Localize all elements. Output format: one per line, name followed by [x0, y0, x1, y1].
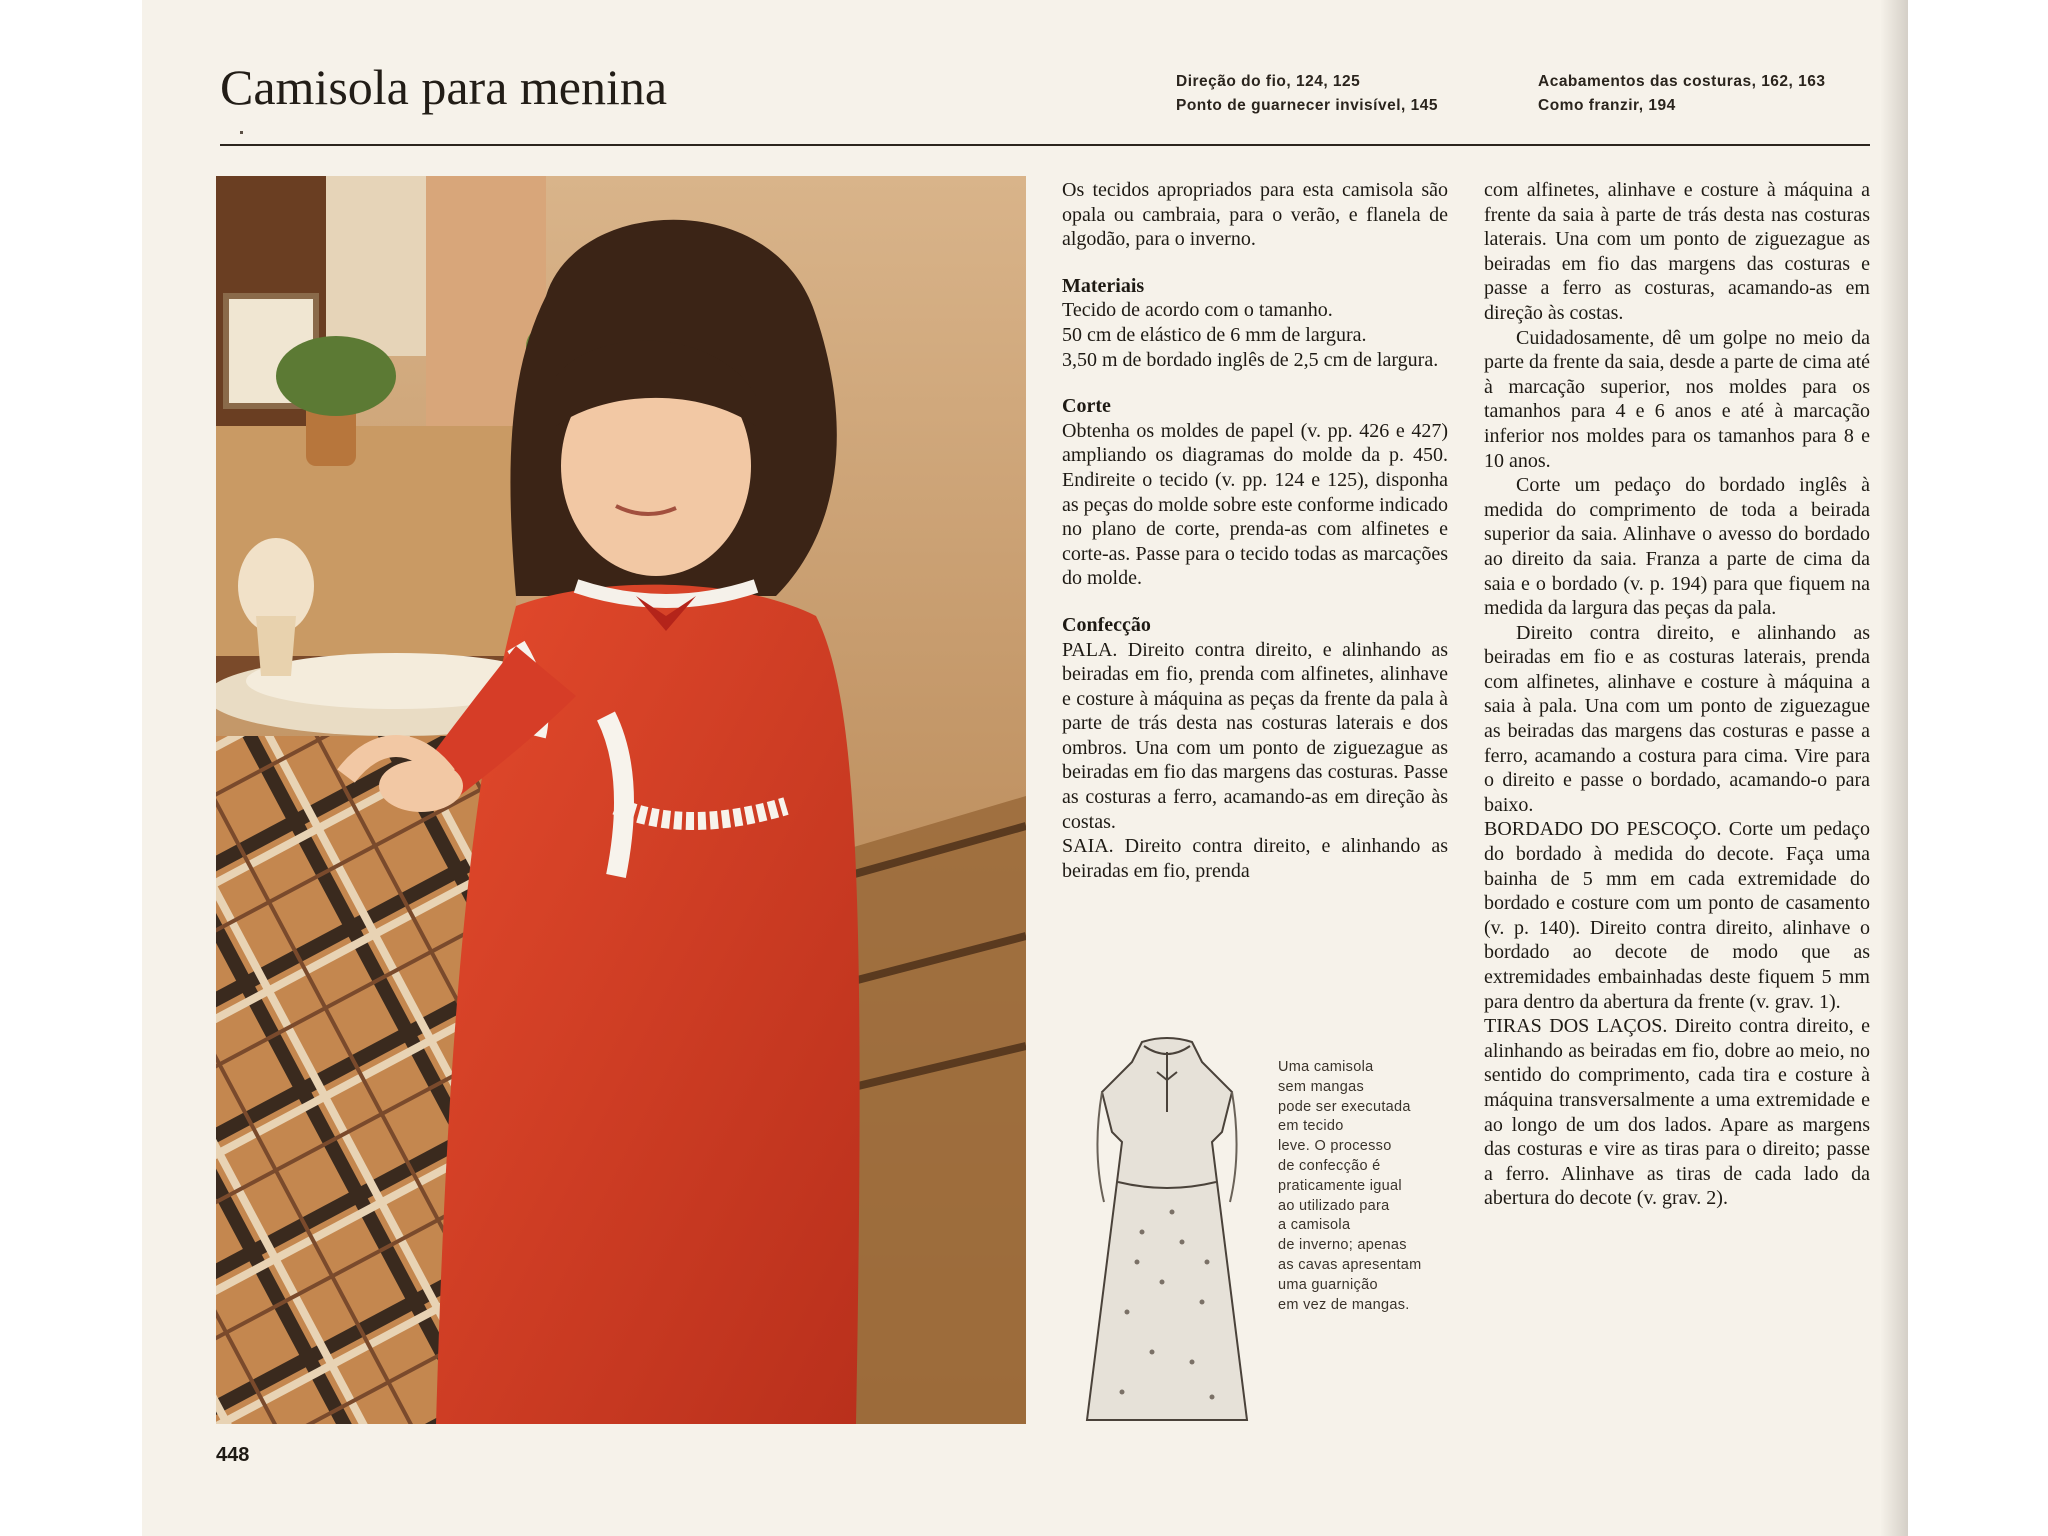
caption-line: Uma camisola	[1278, 1059, 1374, 1075]
neck-lace-paragraph: BORDADO DO PESCOÇO. Corte um pedaço do bordado à medida do decote. Faça uma bainha de 5 mm em cada extremidade do bordado e costure com um ponto de casamento (v. p. 140). Direito contra direito, alinhave o bordado ao decote de modo que as extremidades embainhadas deste fiquem 5 mm para dentro da abertura da frente (v. grav. 1).	[1484, 818, 1870, 1013]
reference-item: Ponto de guarnecer invisível, 145	[1176, 97, 1439, 114]
lace-paragraph: Corte um pedaço do bordado inglês à medida do comprimento de toda a beirada superior da saia. Alinhave o avesso do bordado ao direito da saia. Franza a parte de cima da saia e o bordado (v. p. 194) para que fiquem na medida da largura das peças da pala.	[1484, 474, 1870, 620]
materials-heading: Materiais	[1062, 274, 1145, 297]
speck	[240, 131, 243, 134]
slit-paragraph: Cuidadosamente, dê um golpe no meio da parte da frente da saia, desde a parte de cima até à marcação superior, nos moldes para os tamanhos para 4 e 6 anos e até à marcação inferior nos moldes para os tamanhos para 8 e 10 anos.	[1484, 326, 1870, 472]
caption-line: pode ser executada	[1278, 1098, 1411, 1115]
making-heading: Confecção	[1062, 613, 1151, 636]
reference-item: Acabamentos das costuras, 162, 163	[1538, 73, 1826, 90]
girl-in-red-nightgown-photo	[216, 176, 1026, 1424]
ties-paragraph: TIRAS DOS LAÇOS. Direito contra direito, e alinhando as beiradas em fio, dobre ao meio, no sentido do comprimento, cada tira e costure à máquina transversalmente a uma extremidade e ao longo de um dos lados. Apare as margens das costuras e vire as tiras para o direito; passe a ferro. Alinhave as tiras de cada lado da abertura do decote (v. grav. 2).	[1484, 1015, 1870, 1210]
materials-item: Tecido de acordo com o tamanho.	[1062, 299, 1333, 322]
cutting-paragraph: Obtenha os moldes de papel (v. pp. 426 e 427) ampliando os diagramas do molde da p. 450. Endireite o tecido (v. pp. 124 e 125), disponha as peças do molde sobre este conforme indicado no plano de corte, prenda-as com alfinetes e corte-as. Passe para o tecido todas as marcações do molde.	[1062, 419, 1448, 590]
skirt-paragraph: SAIA. Direito contra direito, e alinhando as beiradas em fio, prenda	[1062, 835, 1448, 882]
caption-line: de inverno; apenas	[1278, 1237, 1407, 1254]
caption-line: praticamente igual	[1278, 1177, 1402, 1194]
page-title: Camisola para menina	[220, 59, 668, 115]
caption-line: em vez de mangas.	[1278, 1296, 1410, 1313]
page-number: 448	[216, 1444, 250, 1466]
materials-item: 3,50 m de bordado inglês de 2,5 cm de largura.	[1062, 348, 1439, 371]
materials-item: 50 cm de elástico de 6 mm de largura.	[1062, 323, 1367, 346]
cross-references-right	[1538, 70, 1826, 118]
caption-line: leve. O processo	[1278, 1138, 1392, 1155]
caption-line: sem mangas	[1278, 1078, 1365, 1095]
cross-references-left	[1176, 70, 1438, 118]
caption-line: de confecção é	[1278, 1157, 1381, 1174]
reference-item: Direção do fio, 124, 125	[1176, 73, 1361, 90]
caption-line: as cavas apresentam	[1278, 1256, 1422, 1273]
text-column-2	[1484, 178, 1870, 1211]
yoke-paragraph: PALA. Direito contra direito, e alinhando as beiradas em fio, prenda com alfinetes, alinhave e costure à máquina as peças da frente da pala à parte de trás desta nas costuras laterais e dos ombros. Una com um ponto de ziguezague as beiradas em fio das margens das costuras. Passe as costuras a ferro, acamando-as em direção às costas.	[1062, 638, 1448, 833]
caption-line: a camisola	[1278, 1217, 1351, 1234]
page-spine-shadow	[1880, 0, 1908, 1536]
skirt-continued-paragraph: com alfinetes, alinhave e costure à máquina a frente da saia à parte de trás desta nas costuras laterais. Una com um ponto de ziguezague as beiradas em fio das margens das costuras e passe a ferro as costuras, acamando-as em direção às costas.	[1484, 179, 1870, 324]
reference-item: Como franzir, 194	[1538, 97, 1676, 114]
caption-line: em tecido	[1278, 1118, 1344, 1135]
sketch-caption	[1278, 1058, 1448, 1315]
text-column-1	[1062, 178, 1448, 883]
cutting-heading: Corte	[1062, 395, 1111, 418]
caption-line: ao utilizado para	[1278, 1197, 1390, 1214]
intro-paragraph: Os tecidos apropriados para esta camisola são opala ou cambraia, para o verão, e flanela de algodão, para o inverno.	[1062, 179, 1448, 251]
title-rule	[220, 144, 1870, 146]
photo-illustration	[216, 176, 1026, 1424]
caption-line: uma guarnição	[1278, 1276, 1378, 1293]
join-skirt-paragraph: Direito contra direito, e alinhando as beiradas em fio e as costuras laterais, prenda com alfinetes, alinhave e costure à máquina a saia à pala. Una com um ponto de ziguezague as beiradas das margens das costuras e passe a ferro, acamando a costura para cima. Vire para o direito e passe o bordado, acamando-o para baixo.	[1484, 621, 1870, 816]
sleeveless-nightgown-sketch	[1082, 1032, 1252, 1428]
